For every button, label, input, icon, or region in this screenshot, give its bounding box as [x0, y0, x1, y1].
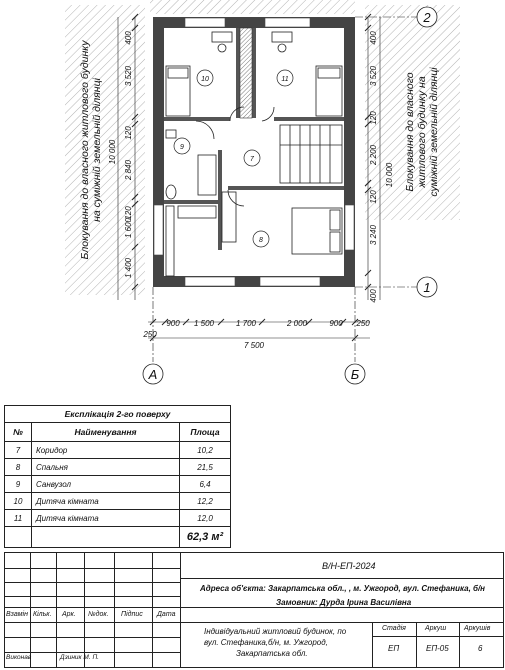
dim-right-120a: 120 [369, 111, 378, 125]
sheets-label: Аркушів [464, 625, 491, 632]
room-8: 8 [259, 237, 263, 244]
executor-label: Виконав [6, 654, 32, 661]
dim-left-1600: 1 600 [124, 217, 133, 239]
row-area: 12,0 [180, 510, 231, 527]
dim-right-400b: 400 [369, 289, 378, 303]
dim-bottom-900a: 900 [166, 319, 180, 328]
dim-left-400: 400 [124, 31, 133, 45]
dim-left-3520: 3 520 [124, 65, 133, 87]
object-line-3: Закарпатська обл. [236, 649, 308, 658]
table-row [5, 459, 231, 476]
row-area: 21,5 [180, 459, 231, 476]
row-num: 10 [5, 493, 32, 510]
dim-right-400: 400 [369, 31, 378, 45]
side-label-right-2: житлового будинку на [416, 76, 428, 188]
row-area: 12,2 [180, 493, 231, 510]
side-label-left-1: Блокування до власного житлового будинку [79, 40, 91, 260]
row-num: 7 [5, 442, 32, 459]
room-11: 11 [281, 76, 289, 83]
object-line-2: вул. Стефаника,б/н, м. Ужгород, [204, 638, 328, 647]
sheet-value: ЕП-05 [426, 644, 449, 653]
sheet-label: Аркуш [425, 625, 447, 632]
header-num: № [5, 423, 32, 442]
col-pidpys: Підпис [121, 611, 143, 618]
room-markers [174, 70, 293, 247]
dim-right-120b: 120 [369, 190, 378, 204]
dim-right-2200: 2 200 [369, 144, 378, 166]
room-10: 10 [201, 76, 209, 83]
dim-bottom-2000: 2 000 [286, 319, 308, 328]
side-label-left-2: на суміжній земельній ділянці [91, 78, 103, 222]
customer: Замовник: Дурда Ірина Василівна [276, 598, 412, 607]
room-9: 9 [180, 144, 184, 151]
table-row [5, 493, 231, 510]
total-area: 62,3 м² [180, 527, 231, 548]
dim-left-total: 10 000 [108, 139, 117, 165]
dim-bottom-1500: 1 500 [193, 319, 215, 328]
col-ark: Арк. [62, 611, 76, 618]
dim-right-3240: 3 240 [369, 224, 378, 246]
stage-value: ЕП [388, 644, 400, 653]
explication-table [4, 405, 231, 548]
dim-bottom-250a: 250 [143, 330, 157, 339]
row-name: Дитяча кімната [32, 510, 180, 527]
row-name: Санвузол [32, 476, 180, 493]
sheets-value: 6 [478, 644, 483, 653]
dim-left-120a: 120 [124, 126, 133, 140]
row-name: Спальня [32, 459, 180, 476]
title-block [4, 552, 504, 668]
col-data: Дата [157, 611, 176, 618]
table-row [5, 476, 231, 493]
row-num: 9 [5, 476, 32, 493]
dim-bottom-250b: 250 [356, 319, 370, 328]
dim-right-3520: 3 520 [369, 65, 378, 87]
stage-label: Стадія [382, 625, 406, 632]
col-zmin: Взамін [6, 611, 28, 618]
axis-b: Б [350, 367, 360, 382]
side-label-right-3: суміжній земельній ділянці [428, 67, 440, 197]
col-ndok: №док. [88, 611, 109, 618]
header-name: Найменування [32, 423, 180, 442]
side-label-right-1: Блокування до власного [404, 72, 416, 192]
internal-walls [164, 28, 344, 250]
doc-code: В/Н-ЕП-2024 [322, 561, 376, 571]
dim-left-120b: 120 [124, 206, 133, 220]
row-num: 8 [5, 459, 32, 476]
dim-left-2840: 2 840 [124, 159, 133, 181]
col-kilk: Кільк. [33, 611, 52, 618]
object-line-1: Індивідуальний житловий будинок, по [204, 627, 347, 636]
neighbor-zone-left [65, 5, 145, 295]
row-area: 10,2 [180, 442, 231, 459]
row-num: 11 [5, 510, 32, 527]
row-name: Коридор [32, 442, 180, 459]
header-area: Площа [180, 423, 231, 442]
dim-bottom-900b: 900 [329, 319, 343, 328]
dim-bottom-1700: 1 700 [235, 319, 257, 328]
dim-bottom-total: 7 500 [243, 341, 265, 350]
dim-right-total: 10 000 [385, 162, 394, 188]
room-7: 7 [250, 156, 254, 163]
axis-2: 2 [423, 10, 431, 25]
object-address: Адреса об'єкта: Закарпатська обл., , м. Ужгород, вул. Стефаника, б/н [200, 584, 486, 593]
row-name: Дитяча кімната [32, 493, 180, 510]
axis-1: 1 [423, 280, 431, 295]
axis-a: А [148, 367, 158, 382]
table-row [5, 442, 231, 459]
table-row [5, 510, 231, 527]
row-area: 6,4 [180, 476, 231, 493]
dim-left-1400: 1 400 [124, 257, 133, 279]
explication-caption: Експлікація 2-го поверху [5, 406, 231, 423]
executor-name: Дзиник М. П. [60, 654, 99, 661]
